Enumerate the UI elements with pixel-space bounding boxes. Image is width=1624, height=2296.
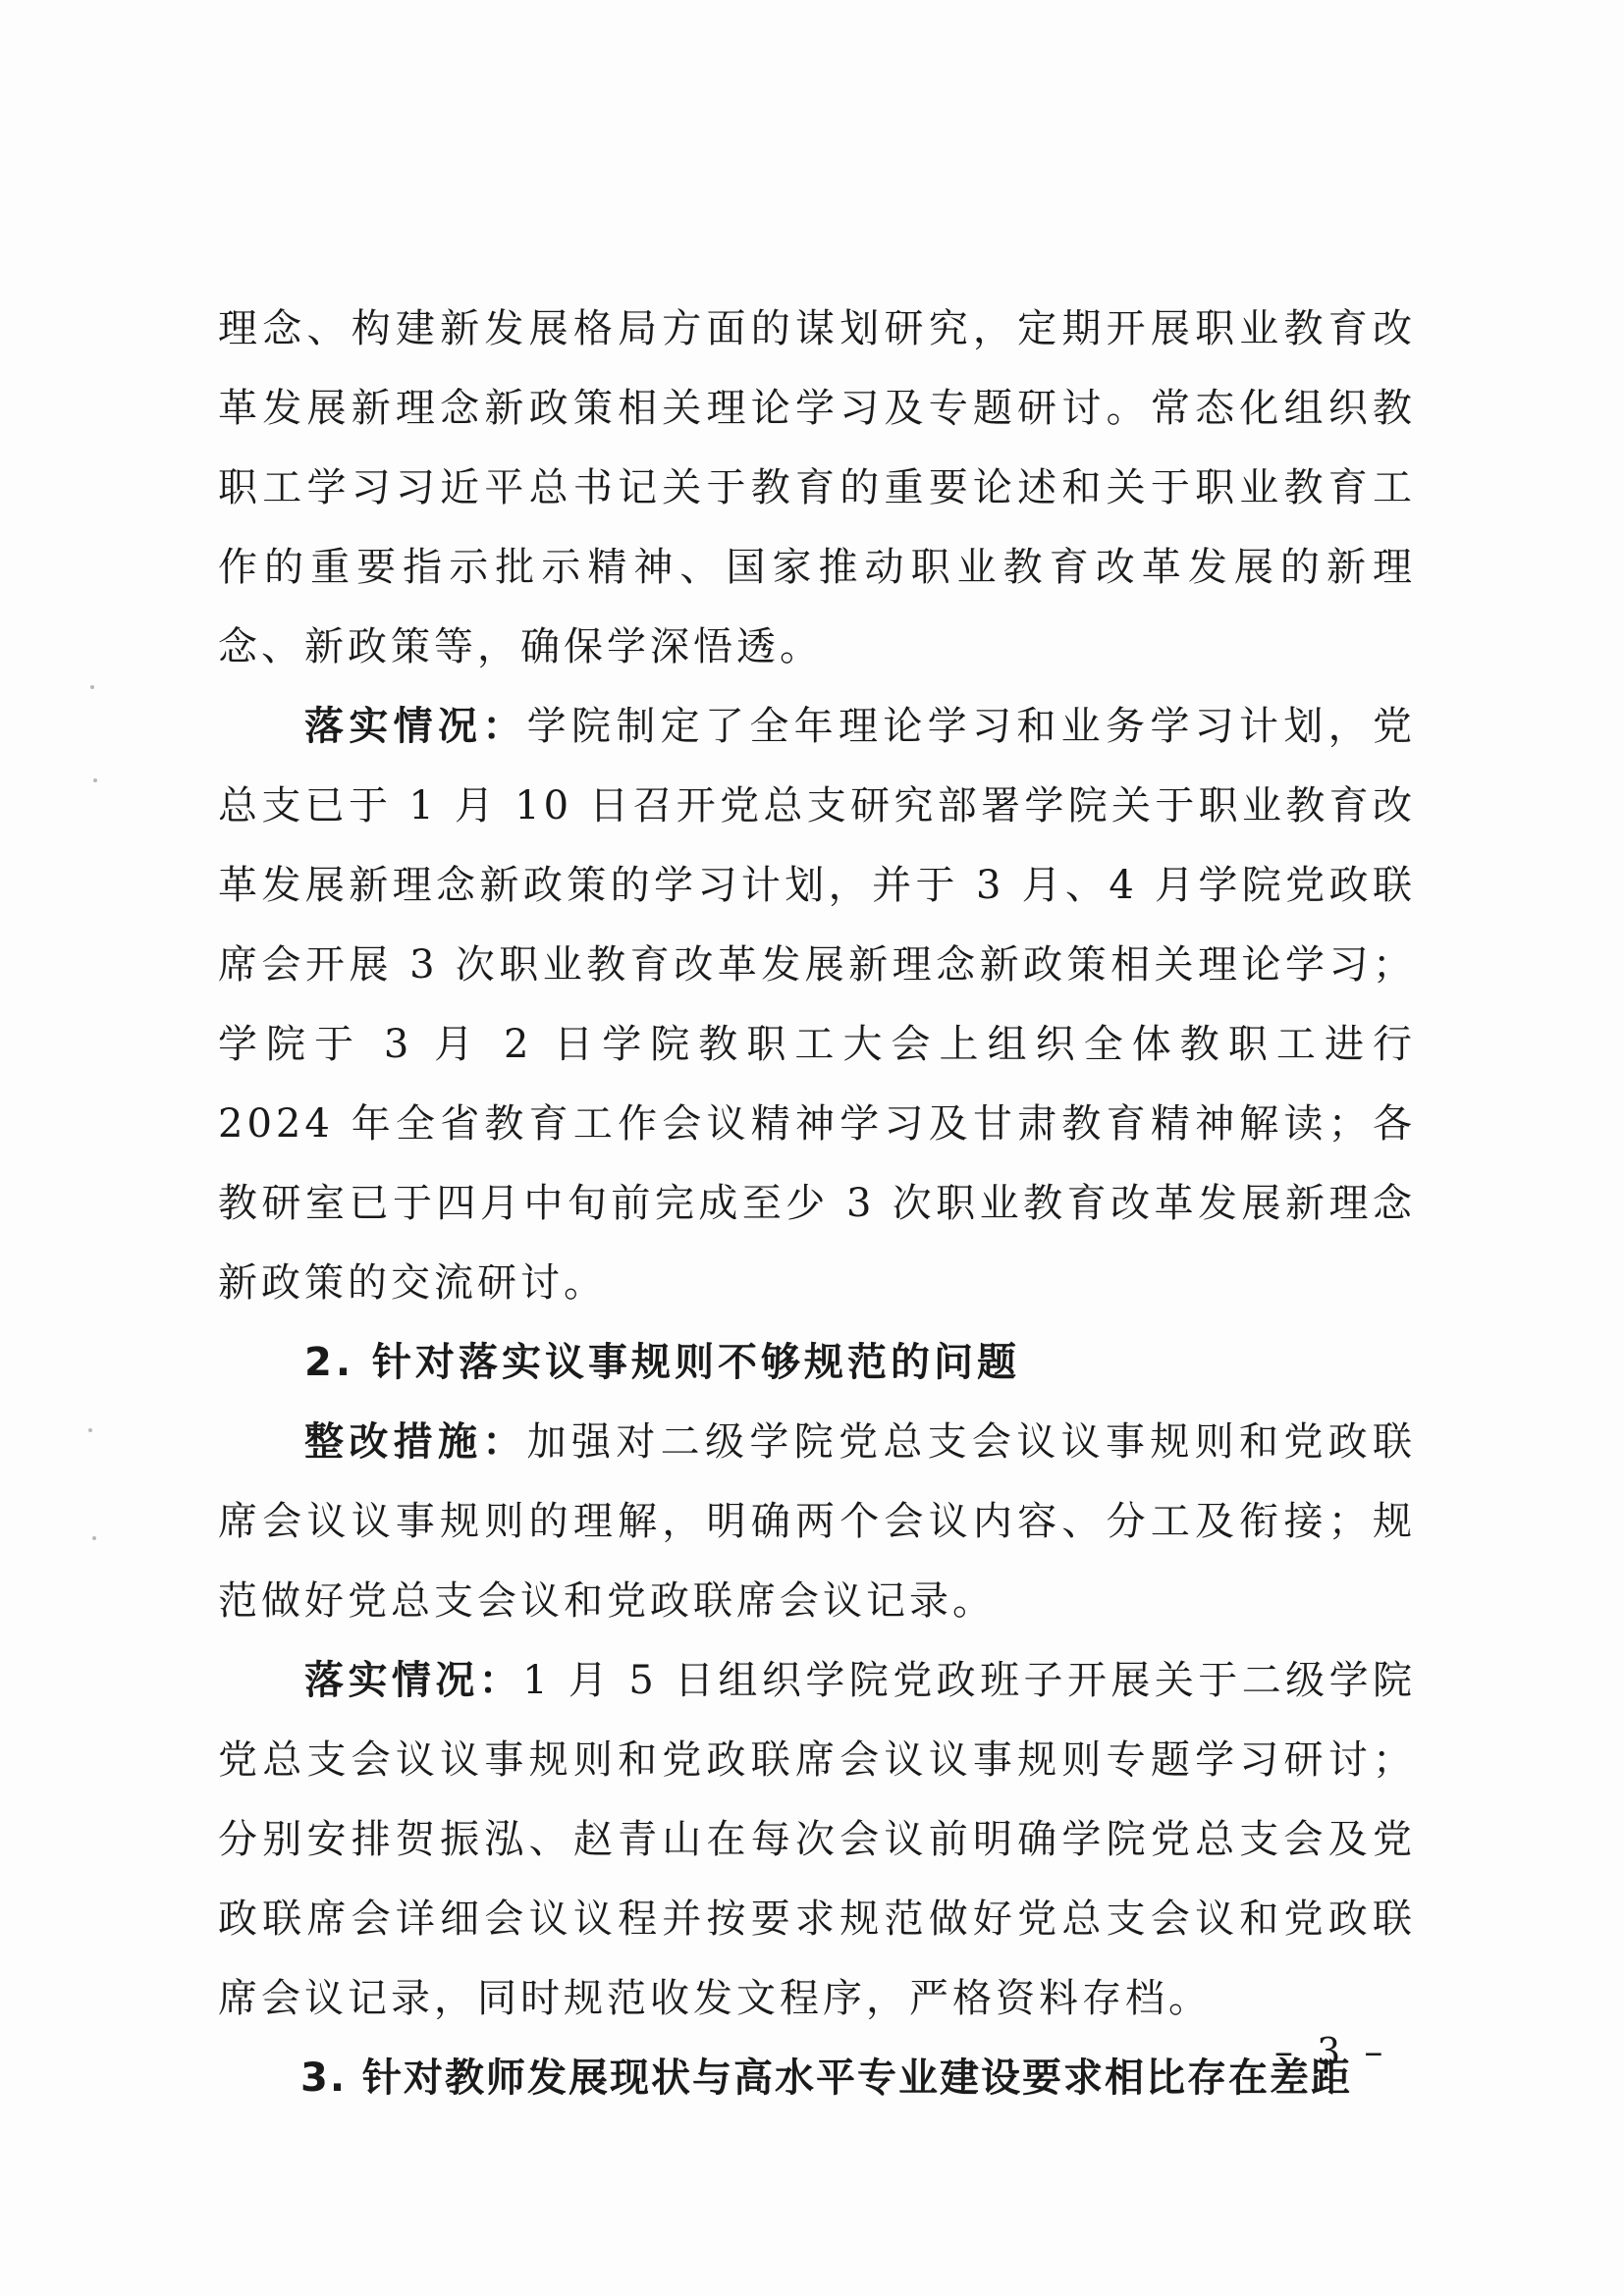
scan-speck	[90, 685, 94, 689]
paragraph-measures-2	[218, 1403, 1416, 1641]
scan-speck	[88, 1428, 92, 1432]
paragraph-implementation-1	[218, 687, 1416, 1323]
paragraph-label: 落实情况：	[304, 1658, 523, 1703]
paragraph-text: 理念、构建新发展格局方面的谋划研究，定期开展职业教育改革发展新理念新政策相关理论学习及专题研讨。常态化组织教职工学习习近平总书记关于教育的重要论述和关于职业教育工作的重要指示批示精神、国家推动职业教育改革发展的新理念、新政策等，确保学深悟透。	[218, 306, 1416, 669]
paragraph-label: 整改措施：	[304, 1419, 527, 1465]
page-number: – 3 –	[1274, 2030, 1389, 2073]
paragraph-label: 落实情况：	[304, 704, 527, 749]
scan-speck	[92, 1536, 96, 1540]
section-heading-3: 3. 针对教师发展现状与高水平专业建设要求相比存在差距	[300, 2056, 1352, 2101]
paragraph-text: 加强对二级学院党总支会议议事规则和党政联席会议议事规则的理解，明确两个会议内容、分工及衔接；规范做好党总支会议和党政联席会议记录。	[218, 1419, 1417, 1624]
paragraph-continuation	[218, 290, 1416, 687]
document-body	[218, 290, 1416, 2118]
section-heading-2: 2. 针对落实议事规则不够规范的问题	[304, 1340, 1020, 1385]
paragraph-text: 学院制定了全年理论学习和业务学习计划，党总支已于 1 月 10 日召开党总支研究部署学院关于职业教育改革发展新理念新政策的学习计划，并于 3 月、4 月学院党政联席会开展 3 次职业教育改革发展新理念新政策相关理论学习；学院于 3 月 2 日学院教职工大会上组织全体教职工进行 2024 年全省教育工作会议精神学习及甘肃教育精神解读；各教研室已于四月中旬前完成至少 3 次职业教育改革发展新理念新政策的交流研讨。	[218, 704, 1417, 1306]
scan-speck	[93, 778, 97, 782]
paragraph-implementation-2	[218, 1641, 1416, 2039]
paragraph-text: 1 月 5 日组织学院党政班子开展关于二级学院党总支会议议事规则和党政联席会议议事规则专题学习研讨；分别安排贺振泓、赵青山在每次会议前明确学院党总支会及党政联席会详细会议议程并按要求规范做好党总支会议和党政联席会议记录，同时规范收发文程序，严格资料存档。	[218, 1658, 1417, 2021]
